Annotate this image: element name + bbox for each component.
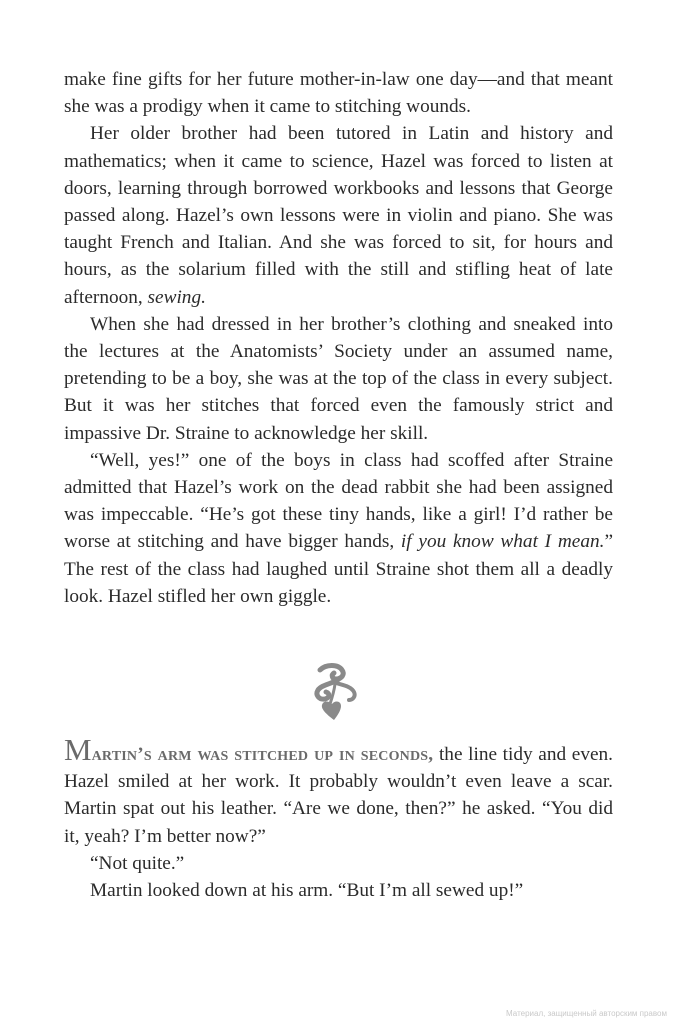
paragraph-3-text: When she had dressed in her brother’s clothing and sneaked into the lectures at the Anatomists’ Society under an assumed name, pretending to be a boy, she was at the top of the class in every subject. But it was her stitches that forced even the famously strict and impassive Dr. Straine to acknowledge her skill.	[64, 313, 613, 444]
fleuron-heart-icon	[308, 660, 368, 724]
paragraph-4	[64, 447, 613, 610]
paragraph-3	[64, 311, 613, 447]
opening-text: the line tidy and even. Hazel smiled at her work. It probably wouldn’t even leave a scar. Martin spat out his leather. “Are we done, then?” he asked. “You did it, yeah? I’m better now?”	[64, 744, 613, 847]
copyright-watermark: Материал, защищенный авторским правом	[506, 1009, 667, 1018]
paragraph-4-text-before: “Well, yes!” one of the boys in class had scoffed after Straine admitted that Hazel’s work on the dead rabbit she had been assigned was impeccable. “He’s got these tiny hands, like a girl! I’d rather be worse at stitching and have bigger hands,	[64, 449, 613, 553]
body-text	[64, 66, 613, 610]
paragraph-1-text: make fine gifts for her future mother-in-law one day—and that meant she was a prodigy when it came to stitching wounds.	[64, 69, 613, 118]
section-two	[64, 732, 613, 904]
drop-cap: M	[64, 732, 92, 767]
paragraph-2-emphasis: sewing.	[147, 286, 206, 308]
section-two-line-2: “Not quite.”	[90, 852, 185, 874]
section-two-line-3: Martin looked down at his arm. “But I’m all sewed up!”	[90, 880, 524, 902]
paragraph-2-text: Her older brother had been tutored in Latin and history and mathematics; when it came to science, Hazel was forced to listen at doors, learning through borrowed workbooks and lessons that George passed along. Hazel’s own lessons were in violin and piano. She was taught French and Italian. And she was forced to sit, for hours and hours, as the solarium filled with the still and stifling heat of late afternoon,	[64, 123, 613, 308]
paragraph-4-text-after: ” The rest of the class had laughed until Straine shot them all a deadly look. Hazel stifled her own giggle.	[64, 531, 613, 607]
opening-small-caps: artin’s arm was stitched up in seconds,	[91, 744, 434, 765]
paragraph-1	[64, 66, 613, 120]
paragraph-4-emphasis: if you know what I mean.	[400, 531, 605, 553]
section-two-opening	[64, 732, 613, 850]
paragraph-2	[64, 120, 613, 310]
